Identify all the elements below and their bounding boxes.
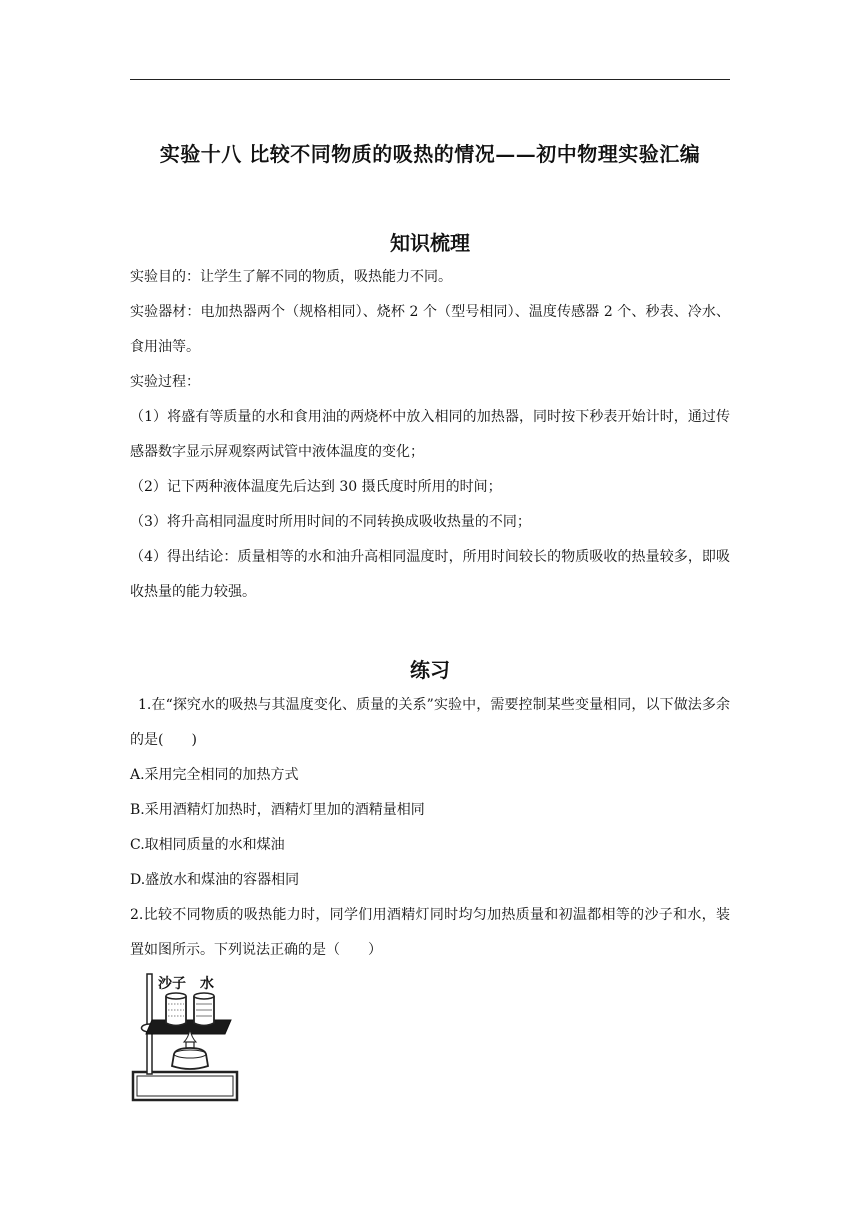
knowledge-content: [130, 260, 730, 610]
section-heading-knowledge: 知识梳理: [390, 231, 470, 255]
header-rule: [130, 79, 730, 80]
section-heading-practice: 练习: [410, 658, 450, 682]
experiment-process-label: 实验过程：: [130, 374, 200, 390]
apparatus-diagram: [130, 968, 242, 1106]
question-1-stem: 1.在“探究水的吸热与其温度变化、质量的关系”实验中，需要控制某些变量相同，以下做法多余的是( ): [130, 697, 730, 748]
gauze-platform: [146, 1020, 231, 1034]
question-1-option-d: D.盛放水和煤油的容器相同: [130, 872, 300, 888]
experiment-purpose: 实验目的：让学生了解不同的物质，吸热能力不同。: [130, 269, 452, 285]
experiment-step-2: （2）记下两种液体温度先后达到 30 摄氏度时所用的时间；: [130, 479, 502, 495]
alcohol-lamp: [172, 1030, 208, 1069]
water-beaker: [194, 993, 214, 1026]
experiment-step-1: （1）将盛有等质量的水和食用油的两烧杯中放入相同的加热器，同时按下秒表开始计时，通过传感器数字显示屏观察两试管中液体温度的变化；: [130, 409, 730, 460]
apparatus-figure: [130, 968, 242, 1106]
question-2-stem: 2.比较不同物质的吸热能力时，同学们用酒精灯同时均匀加热质量和初温都相等的沙子和水，装置如图所示。下列说法正确的是（ ）: [130, 907, 730, 958]
experiment-step-3: （3）将升高相同温度时所用时间的不同转换成吸收热量的不同；: [130, 514, 531, 530]
practice-content: [130, 688, 730, 968]
sand-beaker: [166, 993, 186, 1026]
question-1-option-a: A.采用完全相同的加热方式: [130, 767, 299, 783]
question-1-option-b: B.采用酒精灯加热时，酒精灯里加的酒精量相同: [130, 802, 425, 818]
stand-base-inner: [137, 1076, 233, 1096]
experiment-materials: 实验器材：电加热器两个（规格相同）、烧杯 2 个（型号相同）、温度传感器 2 个、秒表、冷水、食用油等。: [130, 304, 730, 355]
question-1-option-c: C.取相同质量的水和煤油: [130, 837, 285, 853]
figure-label-water: 水: [200, 976, 214, 992]
experiment-step-4: （4）得出结论：质量相等的水和油升高相同温度时，所用时间较长的物质吸收的热量较多，即吸收热量的能力较强。: [130, 549, 730, 600]
document-title: 实验十八 比较不同物质的吸热的情况——初中物理实验汇编: [159, 142, 701, 166]
figure-label-sand: 沙子: [158, 976, 186, 992]
